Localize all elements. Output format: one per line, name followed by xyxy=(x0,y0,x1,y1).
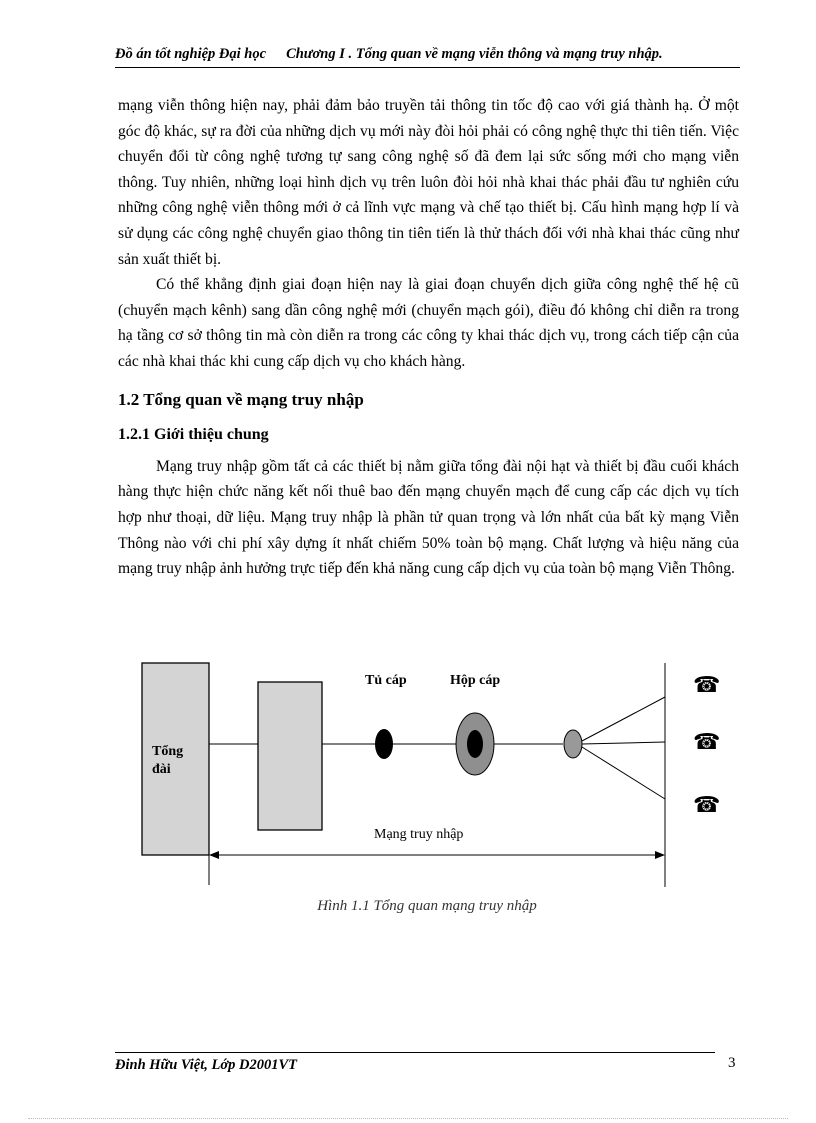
exchange-label-line2: đài xyxy=(152,762,171,777)
page-number: 3 xyxy=(728,1055,736,1071)
telephone-icon: ☎ xyxy=(693,672,721,697)
header-chapter-title: Chương I . Tổng quan về mạng viễn thông và mạng truy nhập. xyxy=(286,46,663,62)
access-network-figure xyxy=(130,655,730,930)
paragraph-2: Có thể khẳng định giai đoạn hiện nay là giai đoạn chuyển dịch giữa công nghệ thế hệ cũ (chuyển mạch kênh) sang dần công nghệ mới (chuyển mạch gói), điều đó không chỉ diễn ra trong hạ tầng cơ sở thông tin mà còn diễn ra trong các công ty khai thác dịch vụ, trong cách tiếp cận của các nhà khai thác khi cung cấp dịch vụ cho khách hàng. xyxy=(118,276,739,370)
subsection-heading: 1.2.1 Giới thiệu chung xyxy=(118,426,269,444)
telephone-icon: ☎ xyxy=(693,729,721,754)
cable-cabinet xyxy=(375,729,393,759)
page-bottom-edge xyxy=(28,1118,788,1119)
exchange-box xyxy=(142,663,209,855)
distribution-frame xyxy=(258,682,322,830)
header-document-title: Đồ án tốt nghiệp Đại học xyxy=(115,46,267,62)
cabinet-label: Tủ cáp xyxy=(365,673,407,688)
main-content xyxy=(118,93,739,582)
footer-author: Đinh Hữu Việt, Lớp D2001VT xyxy=(115,1057,298,1073)
page-header xyxy=(115,46,740,68)
footer-divider xyxy=(115,1052,715,1053)
telephone-icon: ☎ xyxy=(693,792,721,817)
drop-point xyxy=(564,730,582,758)
drop-wire-1 xyxy=(582,697,665,741)
drop-wire-2 xyxy=(582,742,665,744)
paragraph-1: mạng viễn thông hiện nay, phải đảm bảo truyền tải thông tin tốc độ cao với giá thành hạ. Ở một góc độ khác, sự ra đời của những dịch vụ mới này đòi hỏi phải có công nghệ thực thi tiên tiến. Việc chuyển đổi từ công nghệ tương tự sang công nghệ số đã đem lại sức sống mới cho mạng viễn thông. Tuy nhiên, những loại hình dịch vụ trên luôn đòi hỏi nhà khai thác phải đầu tư nghiên cứu những công nghệ viễn thông mới ở cả lĩnh vực mạng và chế tạo thiết bị. Cấu hình mạng hợp lí và sử dụng các công nghệ chuyển giao thông tin tiên tiến là thử thách đối với nhà khai thác cũng như sản xuất thiết bị. xyxy=(118,97,739,268)
exchange-label-line1: Tổng xyxy=(152,744,184,759)
paragraph-3: Mạng truy nhập gồm tất cả các thiết bị nằm giữa tổng đài nội hạt và thiết bị đầu cuối khách hàng thực hiện chức năng kết nối thuê bao đến mạng chuyển mạch để cung cấp các dịch vụ tích hợp như thoại, dữ liệu. Mạng truy nhập là phần tử quan trọng và lớn nhất của bất kỳ mạng Viễn Thông nào với chi phí xây dựng ít nhất chiếm 50% toàn bộ mạng. Chất lượng và hiệu năng của mạng truy nhập ảnh hưởng trực tiếp đến khả năng cung cấp dịch vụ của toàn bộ mạng Viễn Thông. xyxy=(118,457,739,578)
access-network-label: Mạng truy nhập xyxy=(374,827,464,842)
drop-wire-3 xyxy=(582,747,665,799)
box-label: Hộp cáp xyxy=(450,673,501,688)
access-network-diagram xyxy=(130,655,730,895)
figure-caption: Hình 1.1 Tổng quan mạng truy nhập xyxy=(317,898,537,914)
cable-box-inner xyxy=(467,730,483,758)
section-heading: 1.2 Tổng quan về mạng truy nhập xyxy=(118,389,364,409)
